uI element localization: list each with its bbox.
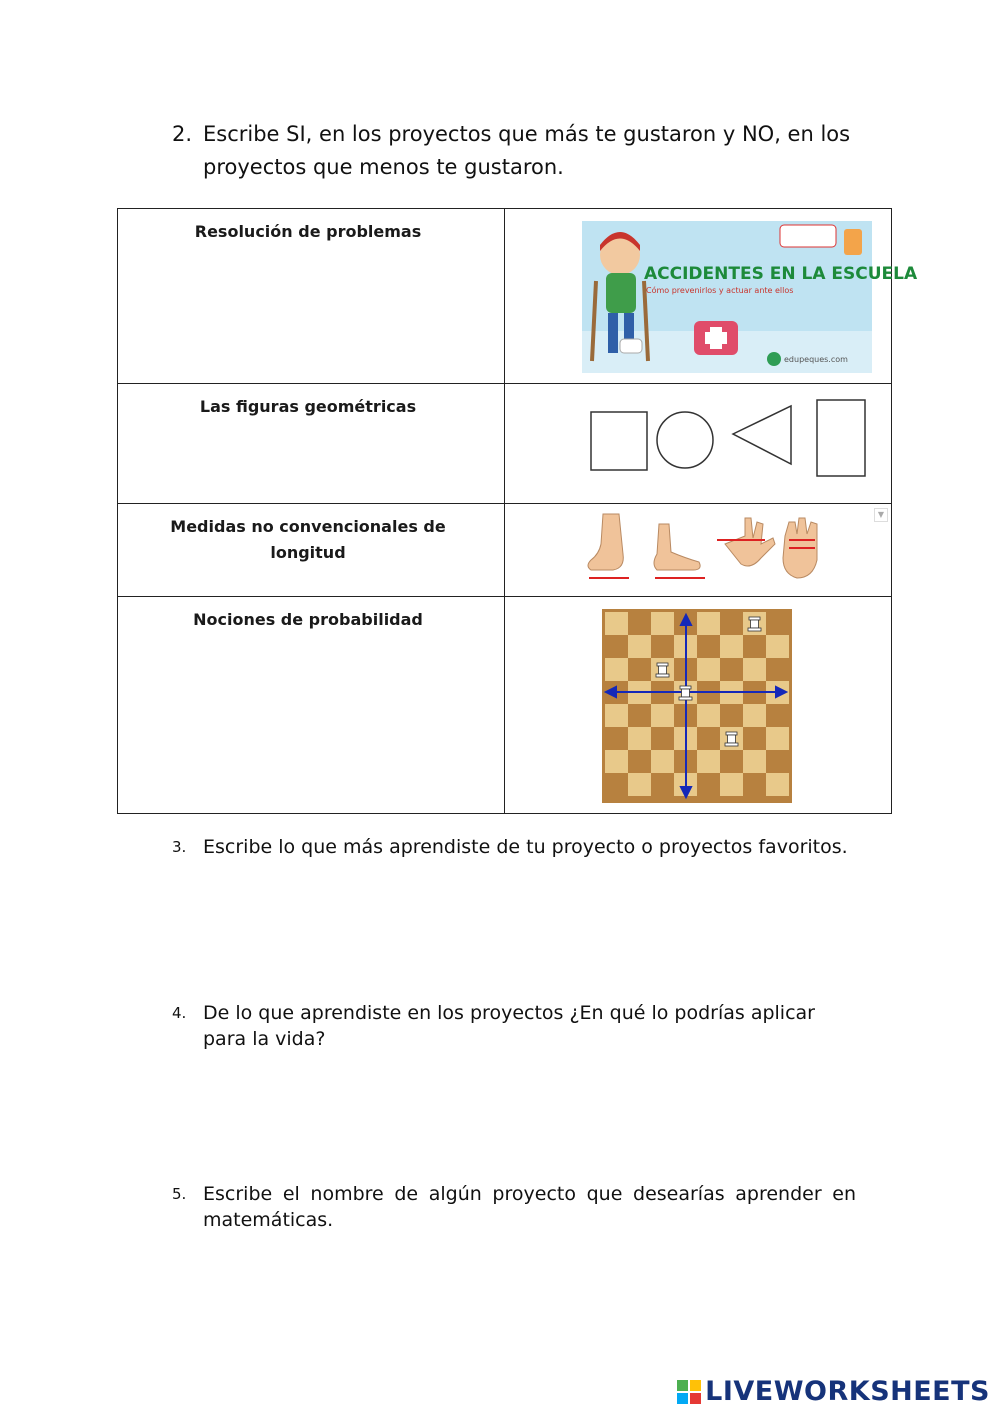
chess-square (605, 612, 628, 635)
body-measurements-image (585, 514, 825, 586)
chess-square (697, 750, 720, 773)
square-shape (591, 412, 647, 470)
projects-table (117, 208, 918, 814)
poster-title: ACCIDENTES EN LA ESCUELA (644, 264, 918, 284)
project-image-cell (505, 384, 892, 504)
chess-square (720, 635, 743, 658)
logo-badge-icon (677, 1380, 701, 1404)
chess-square (766, 727, 789, 750)
question-text: Escribe el nombre de algún proyecto que desearías aprender en matemáticas. (203, 1183, 856, 1231)
chess-square (697, 727, 720, 750)
question-3 (172, 834, 856, 860)
project-image-cell (505, 504, 892, 597)
chess-square (697, 704, 720, 727)
chess-square (628, 635, 651, 658)
question-4 (172, 1000, 856, 1052)
chess-square (743, 773, 766, 796)
chess-square (743, 750, 766, 773)
chess-square (766, 612, 789, 635)
chess-square (743, 704, 766, 727)
liveworksheets-logo[interactable] (677, 1376, 990, 1407)
chess-board-image (602, 609, 792, 803)
circle-shape (657, 412, 713, 468)
table-row (118, 597, 892, 814)
chess-square (628, 750, 651, 773)
accidentes-escuela-image (582, 221, 918, 373)
chess-square (651, 727, 674, 750)
table-row (118, 209, 892, 384)
question-number: 5. (172, 1185, 187, 1203)
chess-square (605, 773, 628, 796)
poster-site: edupeques.com (784, 355, 848, 364)
question-number: 4. (172, 1004, 187, 1022)
chess-square (697, 612, 720, 635)
chess-square (743, 658, 766, 681)
question-text: Escribe SI, en los proyectos que más te gustaron y NO, en los proyectos que menos te gustaron. (203, 122, 851, 179)
chess-square (651, 773, 674, 796)
table-row (118, 384, 892, 504)
rectangle-shape (817, 400, 865, 476)
question-number: 2. (172, 122, 193, 146)
chess-square (766, 750, 789, 773)
chess-square (743, 727, 766, 750)
poster-subtitle: Cómo prevenirlos y actuar ante ellos (646, 286, 794, 295)
project-image-cell (505, 209, 918, 384)
chess-square (720, 658, 743, 681)
question-text: Escribe lo que más aprendiste de tu proyecto o proyectos favoritos. (203, 836, 848, 858)
chess-square (697, 635, 720, 658)
project-label: Resolución de problemas (194, 222, 422, 241)
question-2 (172, 118, 856, 184)
chess-square (697, 658, 720, 681)
hand-span-icon (725, 518, 775, 566)
chess-square (766, 658, 789, 681)
foot-step-icon (588, 514, 623, 570)
footer-brand: LIVEWORKSHEETS (705, 1376, 990, 1407)
question-5 (172, 1181, 856, 1233)
chess-square (651, 612, 674, 635)
project-label-cell (118, 504, 505, 597)
chess-square (766, 773, 789, 796)
chess-square (605, 727, 628, 750)
geometric-shapes-image (585, 396, 875, 486)
chess-square (651, 750, 674, 773)
chess-square (766, 704, 789, 727)
chess-square (720, 750, 743, 773)
chess-square (628, 658, 651, 681)
chess-square (605, 658, 628, 681)
project-label: Las figuras geométricas (199, 397, 417, 416)
question-number: 3. (172, 838, 187, 856)
chess-square (743, 635, 766, 658)
chess-square (628, 704, 651, 727)
triangle-shape (733, 406, 791, 464)
chess-square (651, 704, 674, 727)
chess-square (697, 773, 720, 796)
question-text: De lo que aprendiste en los proyectos ¿En qué lo podrías aplicar para la vida? (203, 1002, 815, 1050)
chess-square (628, 773, 651, 796)
chess-square (720, 612, 743, 635)
project-label-cell (118, 384, 505, 504)
chess-square (720, 773, 743, 796)
table-row (118, 504, 892, 597)
project-label: Medidas no convencionales de longitud (170, 517, 446, 562)
project-image-cell (505, 597, 892, 814)
project-label-cell (118, 597, 505, 814)
foot-icon (654, 524, 700, 570)
chess-square (766, 635, 789, 658)
chess-square (628, 727, 651, 750)
chess-square (605, 704, 628, 727)
chess-square (720, 704, 743, 727)
chess-square (628, 612, 651, 635)
chess-square (651, 635, 674, 658)
scroll-arrow-icon: ▼ (874, 508, 888, 522)
chess-square (605, 635, 628, 658)
project-label-cell (118, 209, 505, 384)
project-label: Nociones de probabilidad (193, 610, 423, 629)
chess-square (605, 750, 628, 773)
